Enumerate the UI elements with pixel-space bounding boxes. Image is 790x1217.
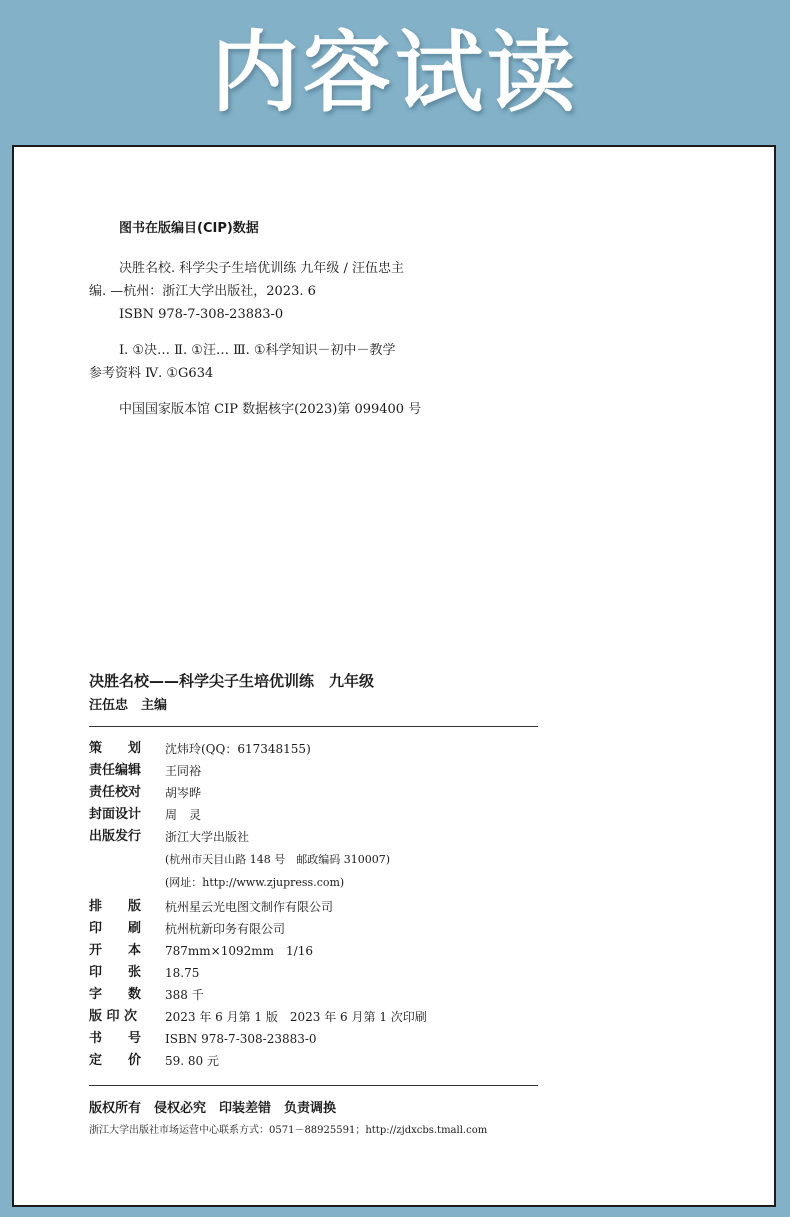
credit-value: 18.75 xyxy=(165,966,200,980)
rights-notice: 版权所有 侵权必究 印装差错 负责调换 xyxy=(89,1101,337,1116)
publisher-address: (杭州市天目山路 148 号 邮政编码 310007) xyxy=(165,853,391,866)
credit-value: 59. 80 元 xyxy=(165,1054,219,1068)
credit-label: 版 印 次 xyxy=(89,1009,138,1024)
credit-value: 杭州杭新印务有限公司 xyxy=(165,922,286,936)
credit-value: 388 千 xyxy=(165,988,204,1002)
credit-label: 定 价 xyxy=(89,1053,142,1068)
cip-heading: 图书在版编目(CIP)数据 xyxy=(119,221,259,236)
cip-line: 参考资料 Ⅳ. ①G634 xyxy=(89,366,214,381)
credit-label: 书 号 xyxy=(89,1031,142,1046)
cip-number: 中国国家版本馆 CIP 数据核字(2023)第 099400 号 xyxy=(119,402,422,417)
cip-line: 决胜名校. 科学尖子生培优训练 九年级 / 汪伍忠主 xyxy=(119,261,405,276)
credit-label: 开 本 xyxy=(89,943,142,958)
credit-value: 沈炜玲(QQ：617348155) xyxy=(165,742,311,756)
cip-isbn: ISBN 978-7-308-23883-0 xyxy=(119,307,284,322)
publisher-contact: 浙江大学出版社市场运营中心联系方式：0571－88925591；http://zjdxcbs.tmall.com xyxy=(89,1125,488,1136)
credit-value: 2023 年 6 月第 1 版 2023 年 6 月第 1 次印刷 xyxy=(165,1010,427,1024)
credit-value: ISBN 978-7-308-23883-0 xyxy=(165,1032,317,1046)
credit-value: 浙江大学出版社 xyxy=(165,830,250,844)
credit-value: 杭州星云光电图文制作有限公司 xyxy=(165,900,334,914)
credit-label: 排 版 xyxy=(89,899,142,914)
credit-label: 印 刷 xyxy=(89,921,142,936)
book-editor: 汪伍忠 主编 xyxy=(89,698,168,713)
divider xyxy=(89,726,538,727)
credit-value: 胡岑晔 xyxy=(165,786,202,800)
credit-label: 字 数 xyxy=(89,987,142,1002)
banner xyxy=(0,0,790,146)
credit-value: 周 灵 xyxy=(165,808,202,822)
credit-label: 封面设计 xyxy=(89,807,142,822)
credit-label: 责任编辑 xyxy=(89,763,142,778)
divider xyxy=(89,1085,538,1086)
banner-title: 内容试读 xyxy=(210,21,579,124)
credit-value: 787mm×1092mm 1/16 xyxy=(165,944,313,958)
credit-label: 出版发行 xyxy=(89,829,142,844)
publisher-website: (网址：http://www.zjupress.com) xyxy=(165,876,345,889)
credit-value: 王同裕 xyxy=(165,764,202,778)
credit-label: 责任校对 xyxy=(89,785,142,800)
cip-line: Ⅰ. ①决… Ⅱ. ①汪… Ⅲ. ①科学知识－初中－教学 xyxy=(119,343,396,358)
credit-label: 策 划 xyxy=(89,741,142,756)
book-title: 决胜名校——科学尖子生培优训练 九年级 xyxy=(89,672,375,690)
credit-label: 印 张 xyxy=(89,965,142,980)
copyright-page xyxy=(12,145,776,1207)
cip-line: 编. —杭州：浙江大学出版社，2023. 6 xyxy=(89,284,316,299)
